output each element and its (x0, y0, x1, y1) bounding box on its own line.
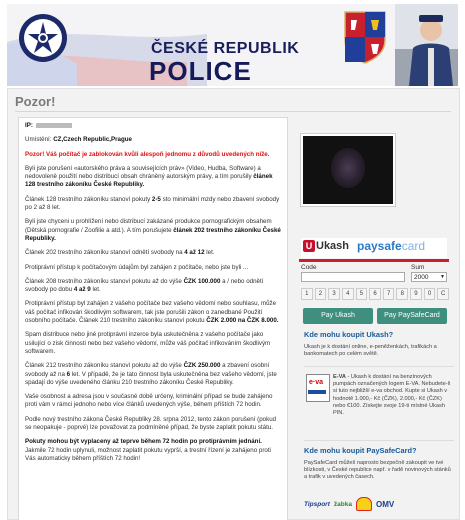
p2-prefix: Článek 128 trestního zákoníku stanoví pokuty (25, 195, 152, 203)
eva-logo-bar (308, 390, 326, 394)
keypad-key[interactable]: 3 (328, 288, 340, 300)
eva-logo-text: e·va (309, 379, 324, 386)
p7-bold: ČZK 2.000 na ČZK 8.000. (206, 317, 279, 325)
payment-divider (299, 259, 449, 262)
header-subtitle: ČESKÉ REPUBLIK (151, 40, 300, 57)
keypad-key-clear[interactable]: C (437, 288, 449, 300)
eva-logo-icon (306, 374, 330, 402)
section-divider (304, 366, 454, 367)
paragraph-article-202 (25, 249, 281, 257)
accusation-text-panel (18, 117, 288, 520)
paragraph-article-208 (25, 278, 281, 295)
paragraph-article-210 (25, 300, 281, 325)
paragraph-spam: Spam distribuce nebo jiné protiprávní inzerce byla uskutečněna z vašeho počítače jako usilující o zisk činnosti nebo bez vašeho vědomí, může váš počítač infikováním škodlivým softwarem. (25, 331, 271, 355)
location-label: Umístění: (25, 136, 52, 144)
p6-mid: a / nebo odnětí svobody po dobu (25, 277, 264, 294)
omv-logo: OMV (375, 499, 395, 509)
paragraph-copyright-article: článek 128 trestního zákoníku České Republiky. (25, 173, 273, 189)
code-input[interactable] (301, 272, 405, 282)
p4-bold: 4 až 12 (184, 249, 205, 257)
retailer-logos (304, 494, 454, 514)
paysafecard-logo-part1: paysafe (357, 239, 402, 253)
ukash-logo-text: Ukash (316, 240, 350, 252)
paragraph-new-law: Podle nový trestního zákona České Republiky 28. srpna 2012, tento zákon porušení (pokud se neopakuje - poprvé) lze považovat za podmíněné případ, že byste zaplatit pokutu státu. (25, 415, 277, 432)
header-banner (7, 4, 458, 86)
where-ukash-text: Ukash je k dostání online, e-peněženkách, trafikách a bankomatech po celém světě. (304, 344, 437, 358)
p6-bold1: ČZK 100.000 (183, 277, 221, 285)
police-badge-icon (17, 10, 69, 68)
keypad-key[interactable]: 5 (356, 288, 368, 300)
location-value: CZ,Czech Republic,Prague (53, 136, 132, 144)
police-officer-image (395, 4, 458, 86)
p9-prefix: Článek 212 trestního zákoníku stanoví pokutu až do výše (25, 362, 184, 370)
zabka-logo: žabka (333, 500, 352, 508)
section-divider-2 (304, 440, 454, 441)
p9-mid: a zbavení osobní svobody až na (25, 362, 270, 378)
paragraph-copyright-text: Byli jste porušení «autorského práva a souvisejících práv» (Video, Hudba, Software) a nedovoleně použití nebo distribucí obsah chráněný autorským právy, a tím porušily (25, 164, 261, 181)
pay-paysafecard-button[interactable]: Pay PaySafeCard (377, 308, 447, 324)
paysafecard-logo-part2: card (401, 239, 426, 253)
paragraph-article-212 (25, 362, 281, 387)
ukash-u-icon: U (303, 240, 315, 252)
ip-line (25, 122, 281, 130)
keypad-key[interactable]: 4 (342, 288, 354, 300)
paragraph-identity: Vaše osobnost a adresa jsou v současné době určeny, kriminální případ se bude zahájeno proti vám v rámci jednoho nebo více článků uvedených výše, během příštích 72 hodin. (25, 393, 273, 409)
heading-divider (15, 111, 451, 112)
eva-text (333, 374, 455, 417)
paragraph-unauthorized-access: Protiprávní přístup k počítačovým údajům byl zahájen z počítače, nebo jste byli ... (25, 263, 249, 271)
keypad (301, 288, 449, 300)
tipsport-logo: Tipsport (304, 500, 330, 508)
location-line (25, 136, 281, 144)
p12-suffix: Jakmile 72 hodin uplynuli, možnost zaplatit pokutu vyprší, a trestní řízení je zahájeno proti Vás automaticky během příštích 72 hodin! (25, 446, 271, 462)
p9-bold2: 6 (66, 370, 71, 378)
sum-select-value: 2000 (414, 274, 429, 281)
payment-box (299, 238, 449, 330)
ukash-logo (303, 240, 349, 252)
p3-bold: článek 202 trestního zákoníku České Republiky. (25, 226, 281, 242)
p9-suffix: let. V případě, že je tato činnost byla uskutečněna bez vašeho vědomí, jste spadají do výše uvedeného článku 210 trestního zákoníku České Republiky. (25, 370, 277, 386)
paragraph-article-128 (25, 196, 281, 213)
p4-prefix: Článek 202 trestního zákoníku stanoví odnětí svobody na (25, 249, 185, 257)
ip-address-redacted (36, 123, 72, 128)
p2-suffix: sto minimální mzdy nebo zbavení svobody po 2 až 8 let. (25, 195, 280, 212)
p4-suffix: let. (204, 249, 215, 257)
shell-logo-icon (356, 497, 372, 511)
p9-bold1: ČZK 250.000 (183, 362, 221, 370)
code-label: Code (301, 264, 317, 271)
webcam-image (301, 134, 395, 206)
keypad-key[interactable]: 2 (315, 288, 327, 300)
where-paysafecard-heading: Kde mohu koupit PaySafeCard? (304, 446, 417, 455)
paysafecard-logo (357, 239, 425, 253)
keypad-key[interactable]: 0 (424, 288, 436, 300)
paragraph-pornography (25, 218, 281, 243)
eva-text-title: E-VA (333, 374, 346, 380)
sum-label: Sum (411, 264, 425, 271)
where-paysafecard-text: PaySafeCard můžeš naprosto bezpečně zakoupit ve tvé blízkosti, v České republice např. v řadě novinových stánků a trafik v uvedených časech. (304, 460, 451, 481)
keypad-key[interactable]: 8 (396, 288, 408, 300)
warning-text: Pozor! Váš počítač je zablokován kvůli alespoň jednomu z důvodů uvedených níže. (25, 150, 270, 158)
webcam-glow (331, 148, 365, 188)
sum-select[interactable] (411, 272, 447, 282)
coat-of-arms-icon (343, 8, 387, 64)
paragraph-deadline (25, 438, 281, 463)
pay-ukash-button[interactable]: Pay Ukash (303, 308, 373, 324)
paragraph-copyright (25, 165, 281, 190)
chevron-down-icon: ▼ (440, 274, 445, 280)
p2-bold: 2-5 (151, 195, 161, 203)
p6-suffix: let. (90, 286, 101, 294)
eva-text-body: - Ukash k dostání na benzínových pumpách označených logem E-VA. Nebudete-li si tuto nejbližší e-va obchod. Kupte si Ukash v hodnotě 1.000,- Kč (ČZK), 2.000,- Kč (ČZK) nebo €100. Získejte svoje 19-ti místné Ukash PIN. (333, 374, 451, 417)
page-heading: Pozor! (15, 94, 56, 109)
keypad-key[interactable]: 1 (301, 288, 313, 300)
keypad-key[interactable]: 6 (369, 288, 381, 300)
p6-prefix: Článek 208 trestního zákoníku stanoví pokutu až do výše (25, 277, 184, 285)
ip-label: IP: (25, 122, 33, 129)
p3-text: Byli jste chyceni u prohlížení nebo distribucí zakázané produkce pornografickým obsahem (Dětská pornografie / Zoofilie a atd.). A tím porušujete (25, 218, 272, 234)
header-title: POLICE (149, 56, 252, 86)
p12-bold: Pokuty mohou být vyplaceny až teprve během 72 hodin po protiprávním jednání. (25, 438, 262, 446)
where-ukash-heading: Kde mohu koupit Ukash? (304, 330, 394, 339)
keypad-key[interactable]: 7 (383, 288, 395, 300)
keypad-key[interactable]: 9 (410, 288, 422, 300)
p7-prefix: Protiprávní přístup byl zahájen z vašeho počítače bez vašeho vědomí nebo souhlasu, může váš počítač infikován škodlivým softwarem, tak jste porušili zákon o zanedbané Použití osobního počítače. Článek 210 trestního zákoníku stanoví pokutu (25, 300, 277, 325)
payment-logos (301, 238, 447, 258)
p6-bold2: 4 až 9 (73, 286, 91, 294)
